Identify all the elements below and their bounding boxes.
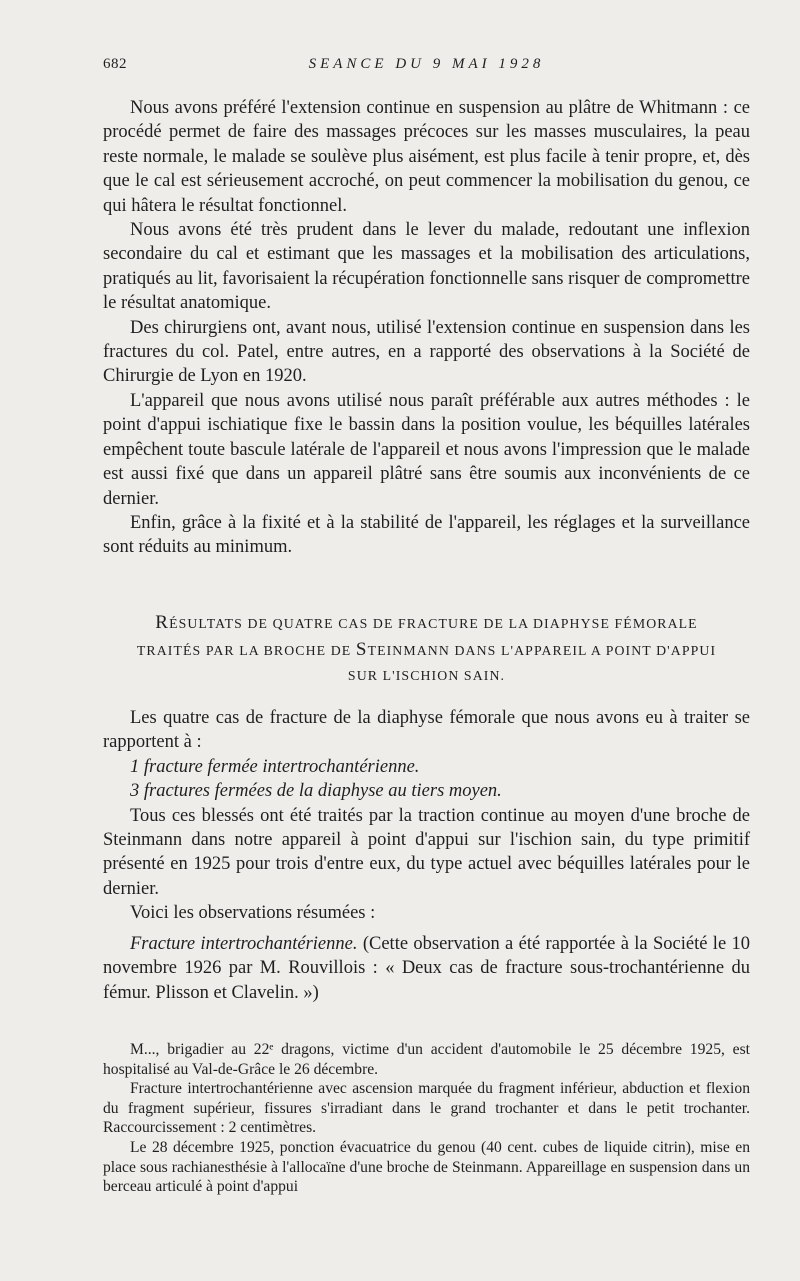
case-paragraph: Le 28 décembre 1925, ponction évacuatrice du genou (40 cent. cubes de liquide citrin), mise en place sous rachianesthésie à l'allocaïne d'une broche de Steinmann. Appareillage en suspension dans un berceau articulé à point d'appui xyxy=(103,1138,750,1196)
intro-paragraph: Les quatre cas de fracture de la diaphyse fémorale que nous avons eu à traiter se rapportent à : xyxy=(103,708,750,753)
observation-title: Fracture intertrochantérienne. xyxy=(130,934,358,954)
section-heading xyxy=(103,610,750,689)
observation-text: (Cette observation a été rapportée à la Société le 10 novembre 1926 par M. Rouvillois : « Deux cas de fracture sous-trochantérienne du fémur. Plisson et Clavelin. ») xyxy=(103,934,751,1003)
case-report xyxy=(103,1040,750,1197)
observation-heading xyxy=(103,932,750,1005)
paragraph: Tous ces blessés ont été traités par la traction continue au moyen d'une broche de Steinmann dans notre appareil à point d'appui sur l'ischion sain, du type primitif présenté en 1925 pour trois d'entre eux, du type actuel avec béquilles latérales pour le dernier. xyxy=(103,805,750,899)
running-head: SEANCE DU 9 MAI 1928 xyxy=(308,56,545,72)
paragraph: Nous avons préféré l'extension continue en suspension au plâtre de Whitmann : ce procédé permet de faire des massages précoces sur les masses musculaires, la peau reste normale, le malade se soulève plus aisément, est plus facile à tenir propre, et, dès que le cal est sérieusement accroché, on peut commencer la mobilisation du genou, ce qui hâtera le résultat fonctionnel. xyxy=(103,98,750,216)
cases-section xyxy=(103,706,750,926)
paragraph: Voici les observations résumées : xyxy=(130,903,376,924)
list-item: 1 fracture fermée intertrochantérienne. xyxy=(130,756,420,777)
page-header xyxy=(103,56,750,80)
heading-line-3: SUR L'ISCHION SAIN. xyxy=(347,668,506,683)
heading-line-2: TRAITÉS PAR LA BROCHE DE STEINMANN DANS L'APPAREIL A POINT D'APPUI xyxy=(136,638,717,660)
page-number: 682 xyxy=(103,56,127,72)
observation-paragraph xyxy=(103,932,750,1005)
discussion-section xyxy=(103,96,750,560)
paragraph: Enfin, grâce à la fixité et à la stabilité de l'appareil, les réglages et la surveillance sont réduits au minimum. xyxy=(103,512,750,558)
paragraph: Des chirurgiens ont, avant nous, utilisé l'extension continue en suspension dans les fractures du col. Patel, entre autres, en a rapporté des observations à la Société de Chirurgie de Lyon en 1920. xyxy=(103,317,750,387)
paragraph: Nous avons été très prudent dans le lever du malade, redoutant une inflexion secondaire du cal et estimant que les massages et la mobilisation des articulations, pratiqués au lit, favorisaient la récupération fonctionnelle sans risquer de compromettre le résultat anatomique. xyxy=(103,220,750,314)
case-paragraph: Fracture intertrochantérienne avec ascension marquée du fragment inférieur, abduction et flexion du fragment supérieur, fissures s'irradiant dans le grand trochanter et dans le petit trochanter. Raccourcissement : 2 centimètres. xyxy=(103,1080,750,1137)
paragraph: L'appareil que nous avons utilisé nous paraît préférable aux autres méthodes : le point d'appui ischiatique fixe le bassin dans la position voulue, les béquilles latérales empêchent toute bascule latérale de l'appareil et nous avons l'impression que le malade est aussi fixé que dans un appareil plâtré sans être soumis aux inconvénients de ce dernier. xyxy=(103,390,750,509)
case-paragraph: M..., brigadier au 22ᵉ dragons, victime d'un accident d'automobile le 25 décembre 1925, est hospitalisé au Val-de-Grâce le 26 décembre. xyxy=(103,1041,750,1078)
list-item: 3 fractures fermées de la diaphyse au tiers moyen. xyxy=(130,781,502,802)
heading-line-1: RÉSULTATS DE QUATRE CAS DE FRACTURE DE LA DIAPHYSE FÉMORALE xyxy=(155,612,698,633)
